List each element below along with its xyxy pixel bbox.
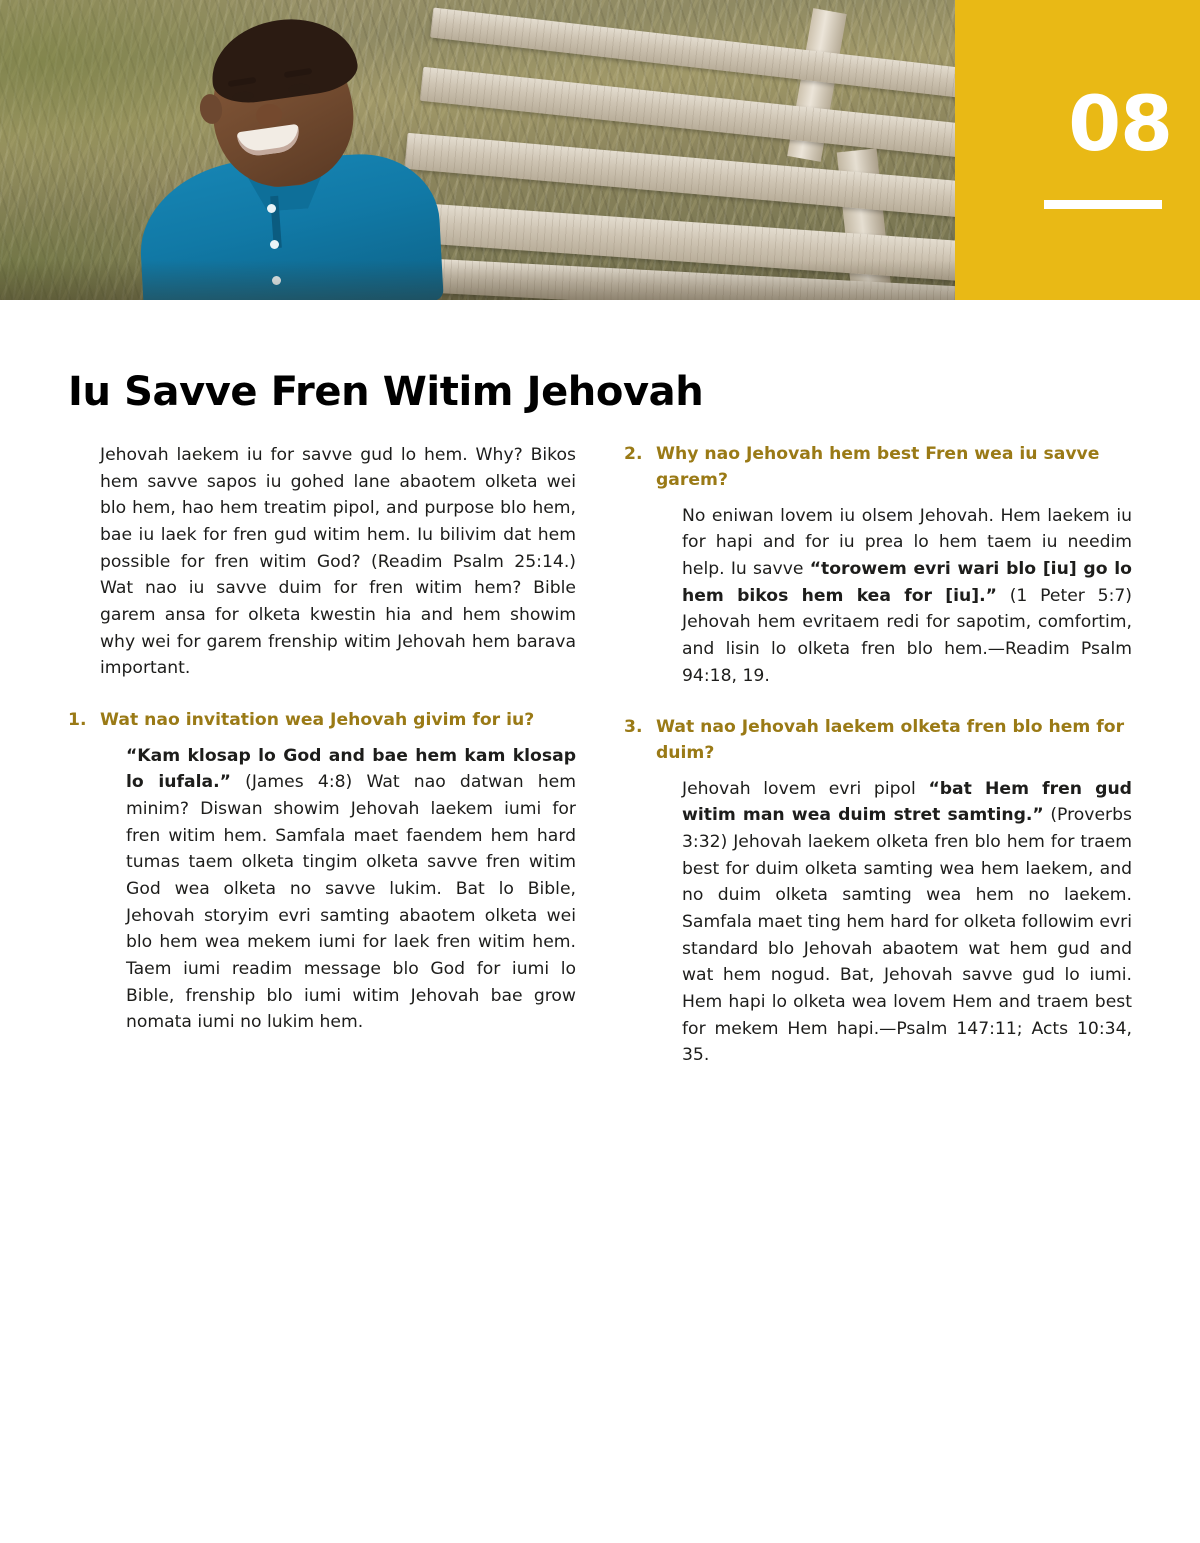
question-number: 2. — [624, 444, 643, 464]
page-title: Iu Savve Fren Witim Jehovah — [68, 368, 704, 415]
man-figure — [120, 8, 450, 300]
lesson-number-block — [955, 0, 1200, 300]
scripture-quote: “bat Hem fren gud witim man wea duim stret samting.” — [682, 778, 1132, 826]
answer-run: (Proverbs 3:32) Jehovah laekem olketa fren blo hem for traem best for duim olketa samting wea hem laekem, and no duim olketa samting wea hem no laekem. Samfala maet ting hem hard for olketa followim evri standard blo Jehovah abaotem wat hem gud and wat hem nogud. Bat, Jehovah savve gud lo iumi. Hem hapi lo olketa wea lovem Hem and traem best for mekem Hem hapi.—Psalm 147:11; Acts 10:34, 35. — [682, 805, 1132, 1066]
article-body — [68, 442, 1132, 1069]
question-number: 1. — [68, 709, 87, 730]
question-text: Wat nao Jehovah laekem olketa fren blo hem for duim? — [656, 717, 1125, 763]
question-number: 3. — [624, 717, 643, 738]
intro-paragraph: Jehovah laekem iu for savve gud lo hem. Why? Bikos hem savve sapos iu gohed lane abaotem olketa wei blo hem, hao hem treatim pipol, and purpose blo hem, bae iu laek for fren gud witim hem. Iu bilivim dat hem possible for fren witim God? (Readim Psalm 25:14.) Wat nao iu savve duim for fren witim hem? Bible garem ansa for olketa kwestin hia and hem showim why wei for garem frenship witim Jehovah hem barava important. — [100, 445, 576, 679]
lesson-number: 08 — [1068, 79, 1172, 168]
answer-run: Jehovah lovem evri pipol — [682, 778, 929, 799]
question-item-1 — [68, 708, 576, 1036]
lesson-number-underline — [1044, 200, 1162, 209]
answer-run: (James 4:8) Wat nao datwan hem minim? Diswan showim Jehovah laekem iumi for fren witim hem. Samfala maet faendem hem hard tumas taem olketa tingim olketa savve fren witim God wea olketa no savve lukim. Bat lo Bible, Jehovah storyim evri samting abaotem olketa wei blo hem wea mekem iumi for laek fren witim hem. Taem iumi readim message blo God for iumi lo Bible, frenship blo iumi witim Jehovah bae grow nomata iumi no lukim hem. — [126, 772, 576, 1033]
answer-run: No eniwan lovem iu olsem Jehovah. Hem laekem iu for hapi and for iu prea lo hem taem iu needim help. Iu savve — [682, 505, 1132, 579]
question-text: Wat nao invitation wea Jehovah givim for iu? — [100, 709, 535, 730]
photo-bottom-shadow — [0, 260, 955, 300]
shirt-button — [267, 204, 276, 213]
scripture-quote: “Kam klosap lo God and bae hem kam klosap lo iufala.” — [126, 745, 576, 793]
question-item-3 — [624, 715, 1132, 1069]
shirt-button — [270, 240, 279, 249]
question-content — [100, 708, 576, 1036]
left-column — [68, 442, 576, 1069]
answer-run: (1 Peter 5:7) Jehovah hem evritaem redi for sapotim, comfortim, and lisin lo olketa fren blo hem.—Readim Psalm 94:18, 19. — [682, 585, 1132, 686]
right-column — [624, 442, 1132, 1069]
answer-text — [656, 503, 1132, 690]
scripture-quote: “torowem evri wari blo [iu] go lo hem bikos hem kea for [iu].” — [682, 558, 1132, 606]
header-photo — [0, 0, 955, 300]
answer-text — [100, 743, 576, 1036]
question-text: Why nao Jehovah hem best Fren wea iu savve garem? — [656, 444, 1100, 490]
question-content — [656, 715, 1132, 1069]
question-content — [656, 442, 1132, 689]
question-item-2 — [624, 442, 1132, 689]
page-header-band — [0, 0, 1200, 300]
answer-text — [656, 776, 1132, 1069]
